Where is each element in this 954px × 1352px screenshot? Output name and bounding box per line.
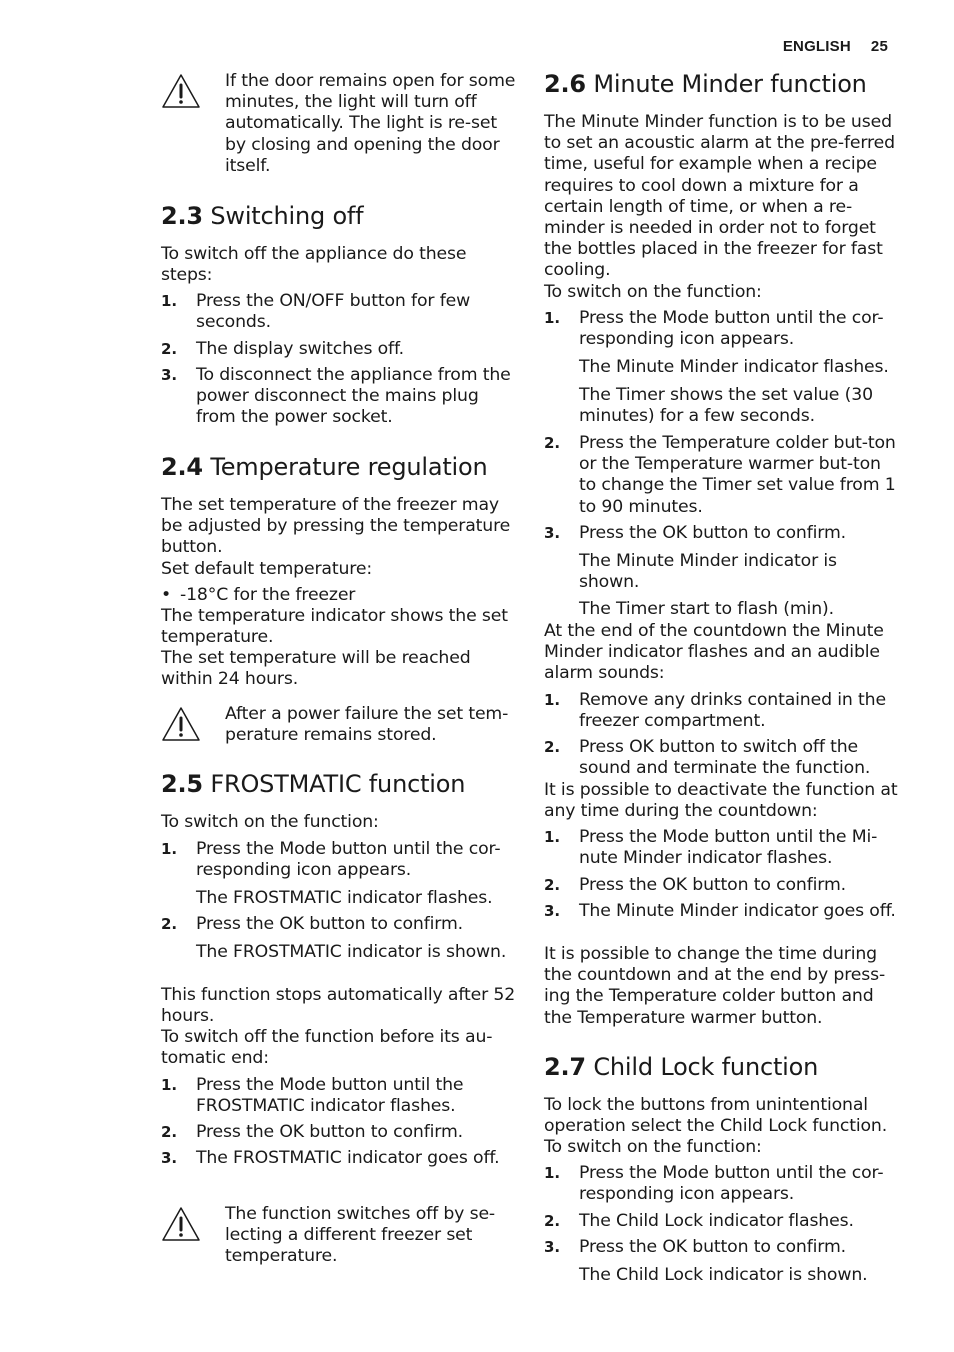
step-text: Press the Mode button until the cor-responding icon appears. [579, 308, 884, 350]
step-text: Press the OK button to confirm. [579, 875, 846, 895]
section-number: 2.6 [544, 70, 586, 98]
section-title: Minute Minder function [593, 70, 867, 98]
paragraph: To switch on the function: [544, 282, 762, 302]
step-result: The Child Lock indicator is shown. [579, 1265, 868, 1285]
step-number: 2. [544, 738, 561, 756]
step-result: The Timer start to flash (min). [579, 599, 834, 619]
section-number: 2.5 [161, 770, 203, 798]
section-number: 2.4 [161, 453, 203, 481]
step-text: Press the Mode button until the Mi-nute Minder indicator flashes. [579, 827, 878, 869]
step-item [161, 291, 516, 333]
bullet-item [161, 585, 355, 606]
page-number: 25 [870, 38, 888, 55]
paragraph: It is possible to change the time during the countdown and at the end by press-ing the Temperature colder button and the Temperature warmer button. [544, 944, 886, 1028]
step-item [161, 1122, 516, 1143]
warning-triangle-icon [161, 73, 201, 109]
step-number: 2. [544, 876, 561, 894]
warning-text: If the door remains open for some minutes, the light will turn off automatically. The light is re-set by closing and opening the door itself. [225, 71, 516, 176]
section-heading-frostmatic [161, 769, 465, 799]
step-item [161, 914, 516, 935]
step-text: Press the OK button to confirm. [579, 1237, 846, 1257]
step-number: 3. [161, 1149, 178, 1167]
step-item [544, 690, 899, 732]
step-number: 1. [544, 309, 561, 327]
step-item [161, 1148, 516, 1169]
section-title: FROSTMATIC function [210, 770, 466, 798]
step-number: 2. [161, 340, 178, 358]
step-text: Press the Mode button until the cor-responding icon appears. [579, 1163, 884, 1205]
step-result: The Timer shows the set value (30 minutes) for a few seconds. [579, 385, 873, 427]
step-result: The FROSTMATIC indicator is shown. [196, 942, 507, 962]
step-item [544, 1163, 899, 1205]
step-result: The Minute Minder indicator is shown. [579, 551, 837, 593]
section-number: 2.3 [161, 202, 203, 230]
paragraph: It is possible to deactivate the function at any time during the countdown: [544, 780, 898, 822]
bullet-text: -18°C for the freezer [180, 585, 356, 605]
step-text: Press the Mode button until the cor-responding icon appears. [196, 839, 501, 881]
step-text: To disconnect the appliance from the power disconnect the mains plug from the power socket. [196, 365, 511, 428]
section-heading-temperature-regulation [161, 452, 488, 482]
paragraph: To switch off the function before its au-tomatic end: [161, 1027, 493, 1069]
step-item [544, 737, 899, 779]
step-text: Press the Mode button until the FROSTMATIC indicator flashes. [196, 1075, 464, 1117]
step-number: 1. [544, 1164, 561, 1182]
step-item [544, 433, 899, 518]
step-number: 3. [544, 524, 561, 542]
step-item [544, 308, 899, 350]
warning-frostmatic-off [161, 1204, 516, 1268]
step-item [161, 339, 516, 360]
step-number: 1. [161, 1076, 178, 1094]
step-number: 2. [161, 1123, 178, 1141]
step-number: 3. [544, 1238, 561, 1256]
paragraph: To switch on the function: [544, 1137, 762, 1157]
step-item [544, 827, 899, 869]
step-text: Press the ON/OFF button for few seconds. [196, 291, 471, 333]
step-text: Remove any drinks contained in the freezer compartment. [579, 690, 886, 732]
step-text: Press OK button to switch off the sound and terminate the function. [579, 737, 871, 779]
section-title: Child Lock function [593, 1053, 819, 1081]
step-text: Press the OK button to confirm. [196, 914, 463, 934]
step-item [544, 875, 899, 896]
paragraph: Set default temperature: [161, 559, 373, 579]
step-item [161, 839, 516, 881]
step-text: The Child Lock indicator flashes. [579, 1211, 854, 1231]
step-text: Press the OK button to confirm. [196, 1122, 463, 1142]
language-label: ENGLISH [782, 38, 851, 55]
section-title: Temperature regulation [210, 453, 488, 481]
step-number: 1. [161, 840, 178, 858]
step-item [161, 365, 516, 429]
step-item [544, 1211, 899, 1232]
paragraph: The set temperature will be reached within 24 hours. [161, 648, 471, 690]
step-number: 1. [544, 828, 561, 846]
bullet-dot: • [161, 585, 172, 605]
paragraph: At the end of the countdown the Minute Minder indicator flashes and an audible alarm sounds: [544, 621, 884, 684]
step-item [544, 901, 899, 922]
section-heading-child-lock [544, 1052, 818, 1082]
step-text: The display switches off. [196, 339, 405, 359]
step-number: 2. [544, 1212, 561, 1230]
warning-triangle-icon [161, 706, 201, 742]
paragraph: This function stops automatically after 52 hours. [161, 985, 516, 1027]
page-header [783, 38, 888, 55]
paragraph: To lock the buttons from unintentional operation select the Child Lock function. [544, 1095, 888, 1137]
step-number: 2. [161, 915, 178, 933]
step-result: The FROSTMATIC indicator flashes. [196, 888, 493, 908]
step-number: 1. [544, 691, 561, 709]
section-heading-switching-off [161, 201, 363, 231]
warning-text: After a power failure the set tem-perature remains stored. [225, 704, 509, 746]
step-text: The Minute Minder indicator goes off. [579, 901, 896, 921]
warning-power-failure [161, 704, 516, 746]
paragraph: The set temperature of the freezer may be adjusted by pressing the temperature button. [161, 495, 511, 558]
paragraph: The temperature indicator shows the set temperature. [161, 606, 508, 648]
step-number: 3. [544, 902, 561, 920]
step-text: Press the OK button to confirm. [579, 523, 846, 543]
step-result: The Minute Minder indicator flashes. [579, 357, 889, 377]
warning-triangle-icon [161, 1206, 201, 1242]
step-text: Press the Temperature colder but-ton or the Temperature warmer but-ton to change the Timer set value from 1 to 90 minutes. [579, 433, 896, 517]
paragraph: To switch off the appliance do these steps: [161, 244, 467, 286]
warning-door-light [161, 71, 516, 177]
step-text: The FROSTMATIC indicator goes off. [196, 1148, 500, 1168]
paragraph: The Minute Minder function is to be used to set an acoustic alarm at the pre-ferred time, useful for example when a recipe requires to cool down a mixture for a certain length of time, or when a re-minder is needed in order not to forget the bottles placed in the freezer for fast cooling. [544, 112, 895, 281]
step-number: 1. [161, 292, 178, 310]
section-number: 2.7 [544, 1053, 586, 1081]
step-number: 3. [161, 366, 178, 384]
section-heading-minute-minder [544, 69, 867, 99]
step-number: 2. [544, 434, 561, 452]
section-title: Switching off [210, 202, 364, 230]
step-item [544, 1237, 899, 1258]
step-item [161, 1075, 516, 1117]
step-item [544, 523, 899, 544]
warning-text: The function switches off by se-lecting a different freezer set temperature. [225, 1204, 496, 1267]
paragraph: To switch on the function: [161, 812, 379, 832]
